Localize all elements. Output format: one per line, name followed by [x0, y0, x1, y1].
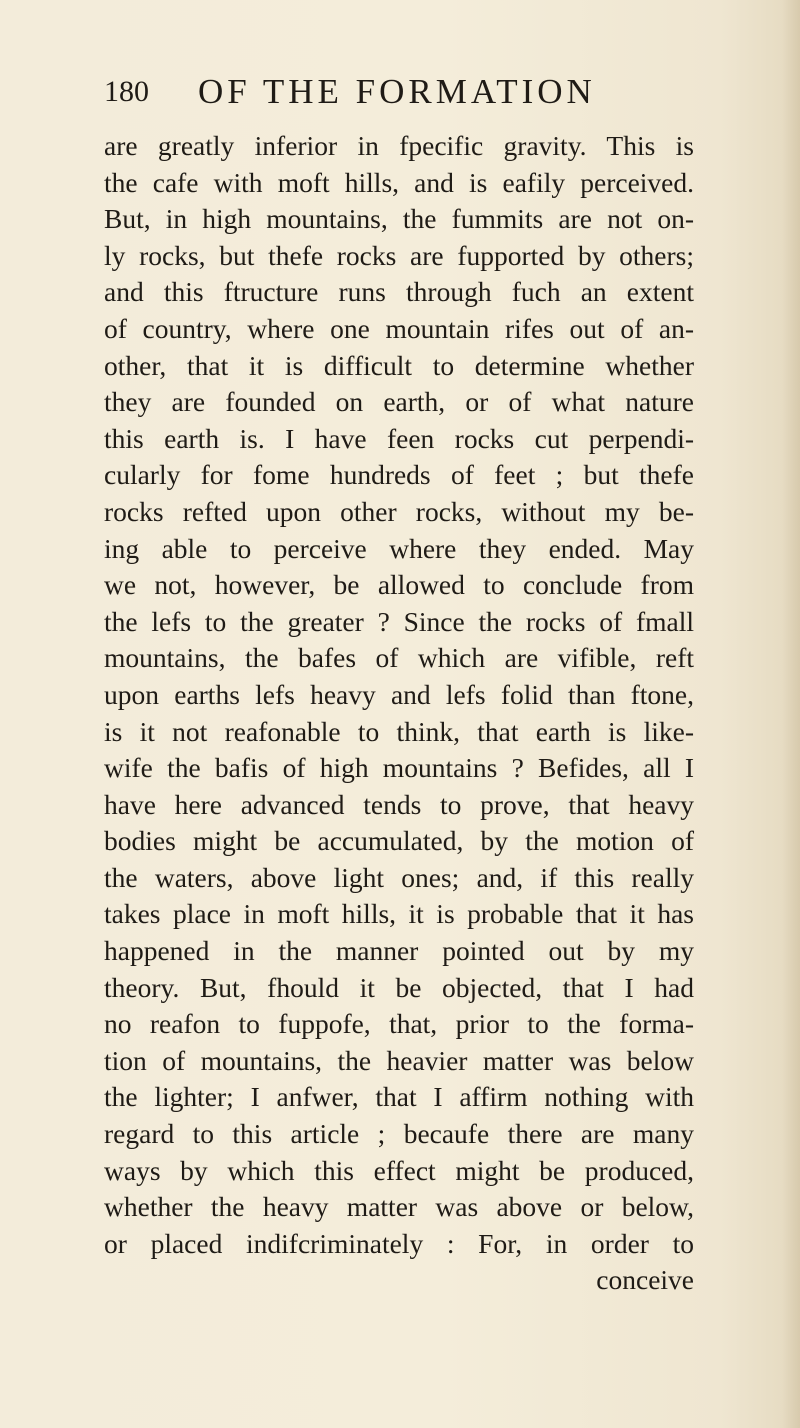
- text-line: regard to this article ; becaufe there are many: [104, 1118, 694, 1150]
- text-line: and this ftructure runs through fuch an extent: [104, 276, 694, 308]
- page-number: 180: [104, 75, 149, 108]
- text-line: the lefs to the greater ? Since the rocks of fmall: [104, 605, 694, 637]
- text-line: this earth is. I have feen rocks cut perpendi-: [104, 422, 694, 454]
- text-line: theory. But, fhould it be objected, that I had: [104, 971, 694, 1003]
- text-line: or placed indifcriminately : For, in order to: [104, 1227, 694, 1259]
- text-line: ly rocks, but thefe rocks are fupported by others;: [104, 239, 694, 271]
- text-line: wife the bafis of high mountains ? Befides, all I: [104, 752, 694, 784]
- text-line: of country, where one mountain rifes out of an-: [104, 312, 694, 344]
- text-line: are greatly inferior in fpecific gravity. This is: [104, 130, 694, 161]
- text-line: is it not reafonable to think, that earth is like-: [104, 715, 694, 747]
- text-line: upon earths lefs heavy and lefs folid than ftone,: [104, 678, 694, 710]
- text-line: cularly for fome hundreds of feet ; but thefe: [104, 459, 694, 491]
- text-line: tion of mountains, the heavier matter was below: [104, 1044, 694, 1076]
- text-line: other, that it is difficult to determine whether: [104, 349, 694, 381]
- page-edge-shadow: [782, 0, 800, 1428]
- text-line: no reafon to fuppofe, that, prior to the forma-: [104, 1008, 694, 1040]
- text-line: takes place in moft hills, it is probable that it has: [104, 898, 694, 930]
- text-line: bodies might be accumulated, by the motion of: [104, 825, 694, 857]
- catchword: conceive: [596, 1264, 694, 1296]
- text-line: mountains, the bafes of which are vifible, reft: [104, 642, 694, 674]
- running-head: OF THE FORMATION: [198, 72, 596, 111]
- text-line: happened in the manner pointed out by my: [104, 935, 694, 967]
- text-line: we not, however, be allowed to conclude from: [104, 569, 694, 601]
- text-line: rocks refted upon other rocks, without my be-: [104, 495, 694, 527]
- text-line: the waters, above light ones; and, if this really: [104, 861, 694, 893]
- body-text: [104, 128, 694, 1299]
- text-line: ing able to perceive where they ended. May: [104, 532, 694, 564]
- text-line: whether the heavy matter was above or below,: [104, 1191, 694, 1223]
- text-line: have here advanced tends to prove, that heavy: [104, 788, 694, 820]
- text-line: ways by which this effect might be produced,: [104, 1154, 694, 1186]
- text-line: the lighter; I anfwer, that I affirm nothing with: [104, 1081, 694, 1113]
- text-line: the cafe with moft hills, and is eafily perceived.: [104, 166, 694, 198]
- text-line: they are founded on earth, or of what nature: [104, 386, 694, 418]
- page-header: [104, 70, 664, 114]
- text-line: But, in high mountains, the fummits are not on-: [104, 203, 694, 235]
